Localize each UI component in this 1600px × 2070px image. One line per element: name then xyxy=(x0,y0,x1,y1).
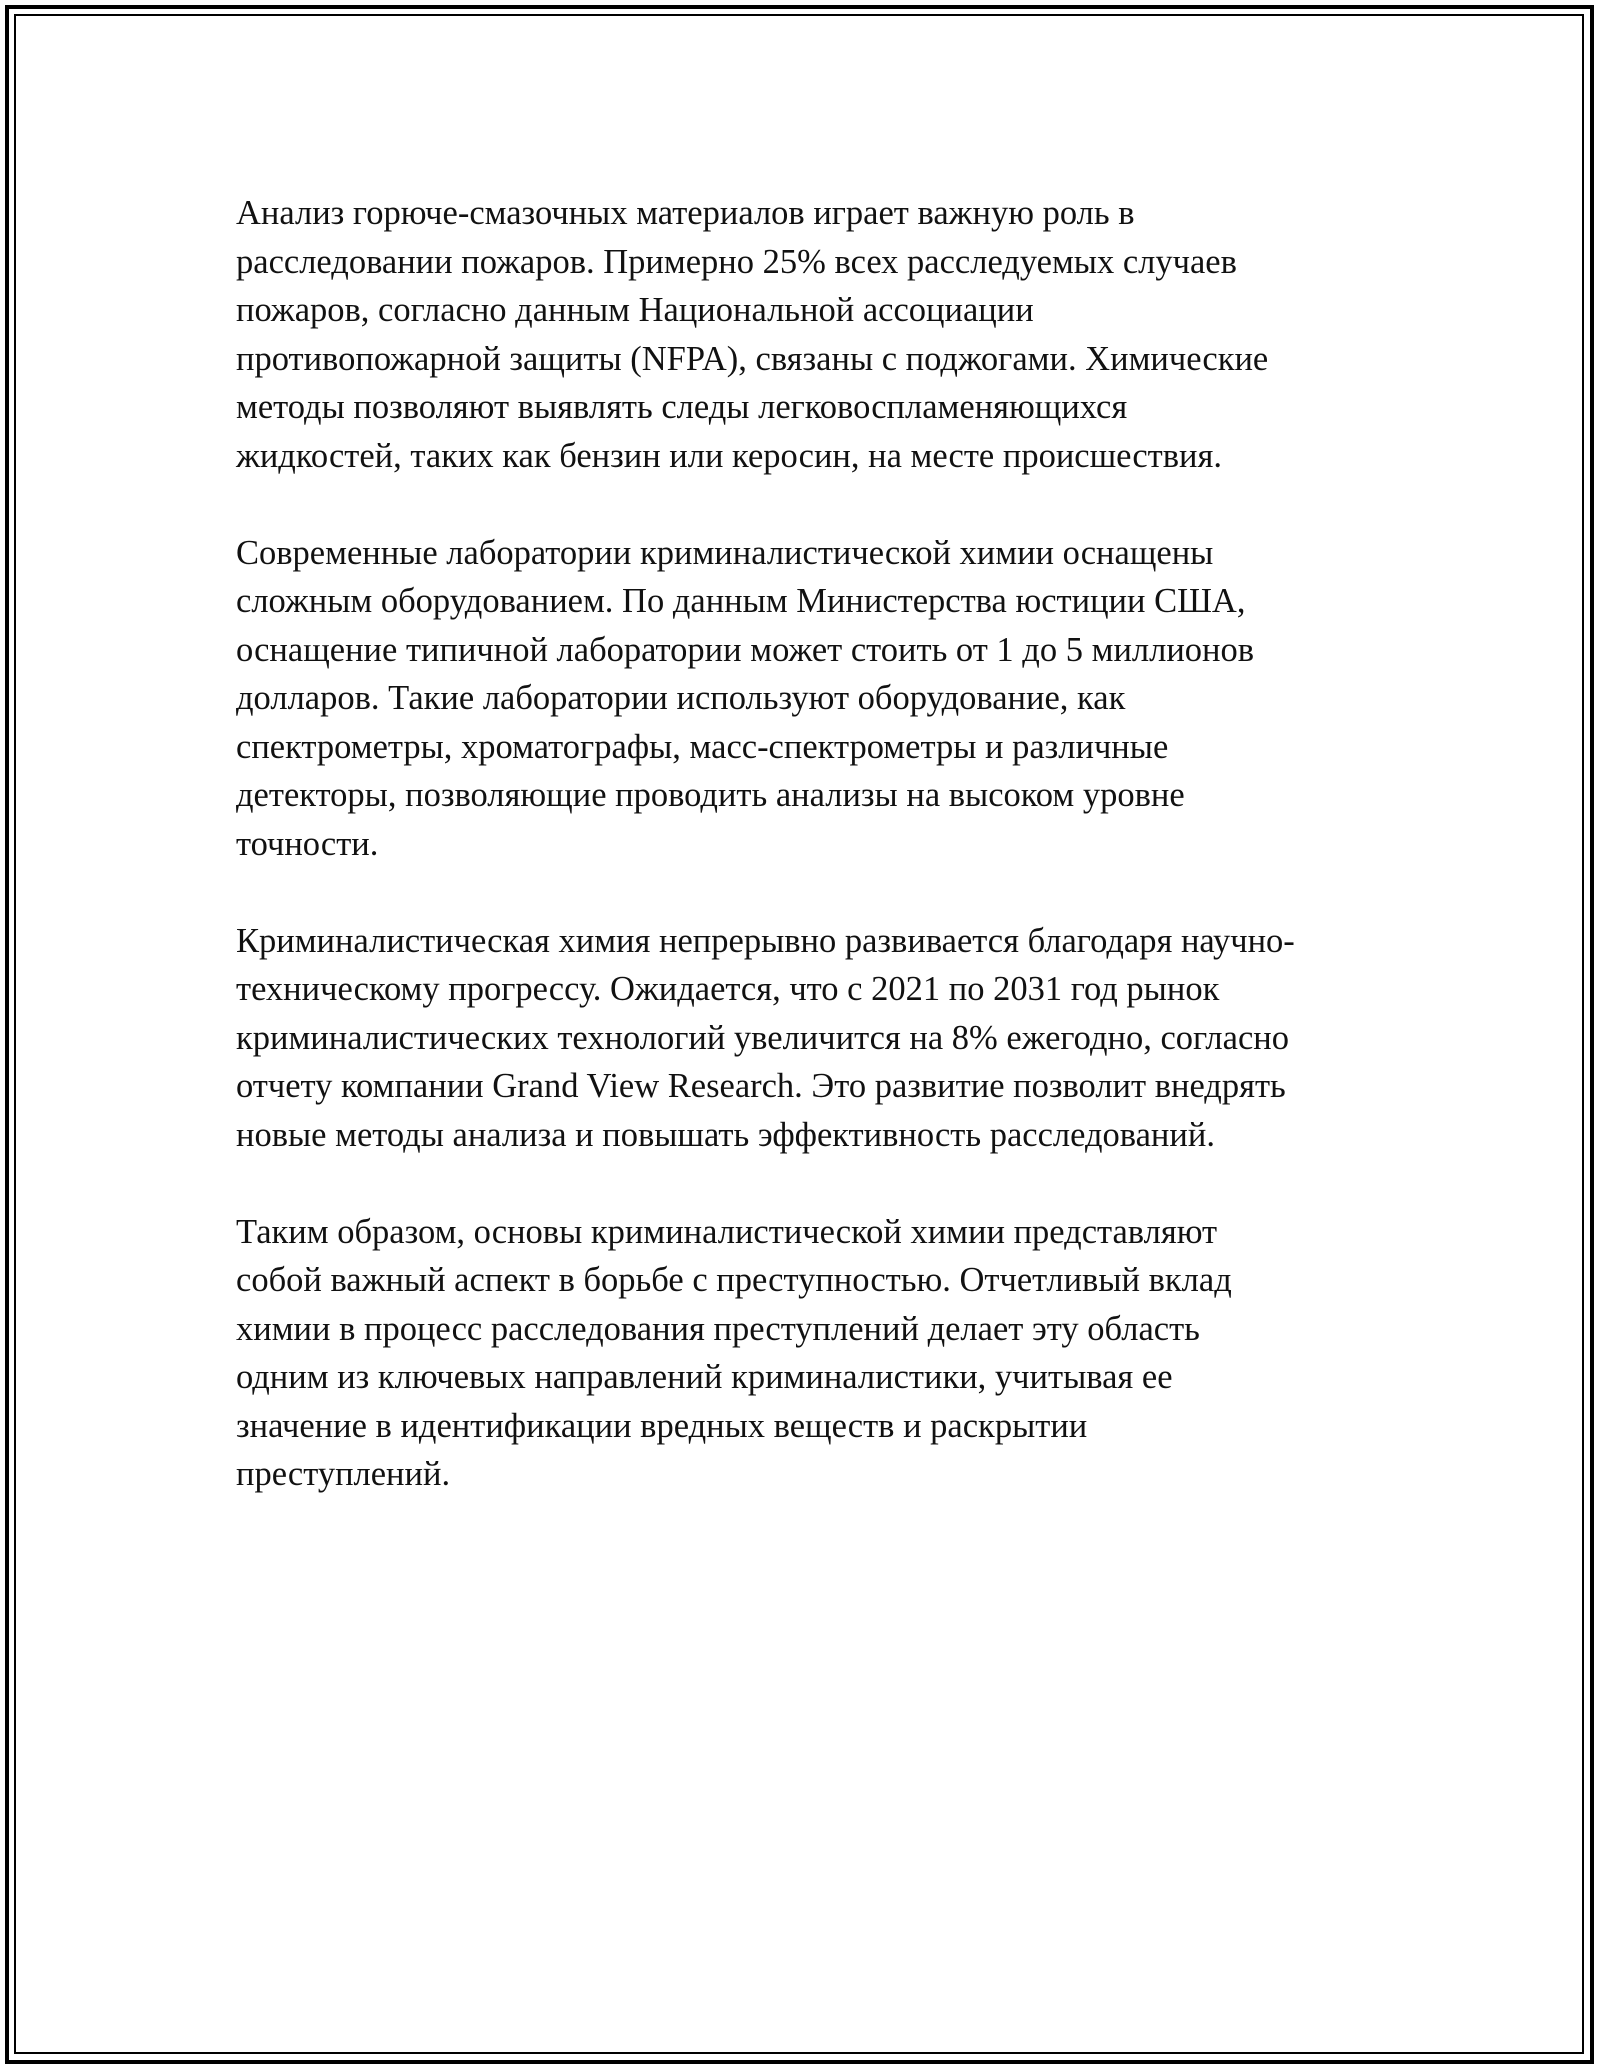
paragraph-laboratories: Современные лаборатории криминалистической химии оснащены сложным оборудованием. По данным Министерства юстиции США, оснащение типичной лаборатории может стоить от 1 до 5 миллионов долларов. Такие лаборатории используют оборудование, как спектрометры, хроматографы, масс-спектрометры и различные детекторы, позволяющие проводить анализы на высоком уровне точности. xyxy=(236,533,1255,863)
paragraph-conclusion: Таким образом, основы криминалистической химии представляют собой важный аспект в борьбе с преступностью. Отчетливый вклад химии в процесс расследования преступлений делает эту область одним из ключевых направлений криминалистики, учитывая ее значение в идентификации вредных веществ и раскрытии преступлений. xyxy=(236,1212,1232,1493)
paragraph-fuel-analysis: Анализ горюче-смазочных материалов играет важную роль в расследовании пожаров. Примерно 25% всех расследуемых случаев пожаров, согласно данным Национальной ассоциации противопожарной защиты (NFPA), связаны с поджогами. Химические методы позволяют выявлять следы легковоспламеняющихся жидкостей, таких как бензин или керосин, на месте происшествия. xyxy=(236,194,1269,475)
paragraph-technology-progress: Криминалистическая химия непрерывно развивается благодаря научно- техническому прогрессу. Ожидается, что с 2021 по 2031 год рынок криминалистических технологий увеличится на 8% ежегодно, согласно отчету компании Grand View Research. Это развитие позволит внедрять новые методы анализа и повышать эффективность расследований. xyxy=(236,921,1295,1154)
document-body xyxy=(236,189,1366,1547)
